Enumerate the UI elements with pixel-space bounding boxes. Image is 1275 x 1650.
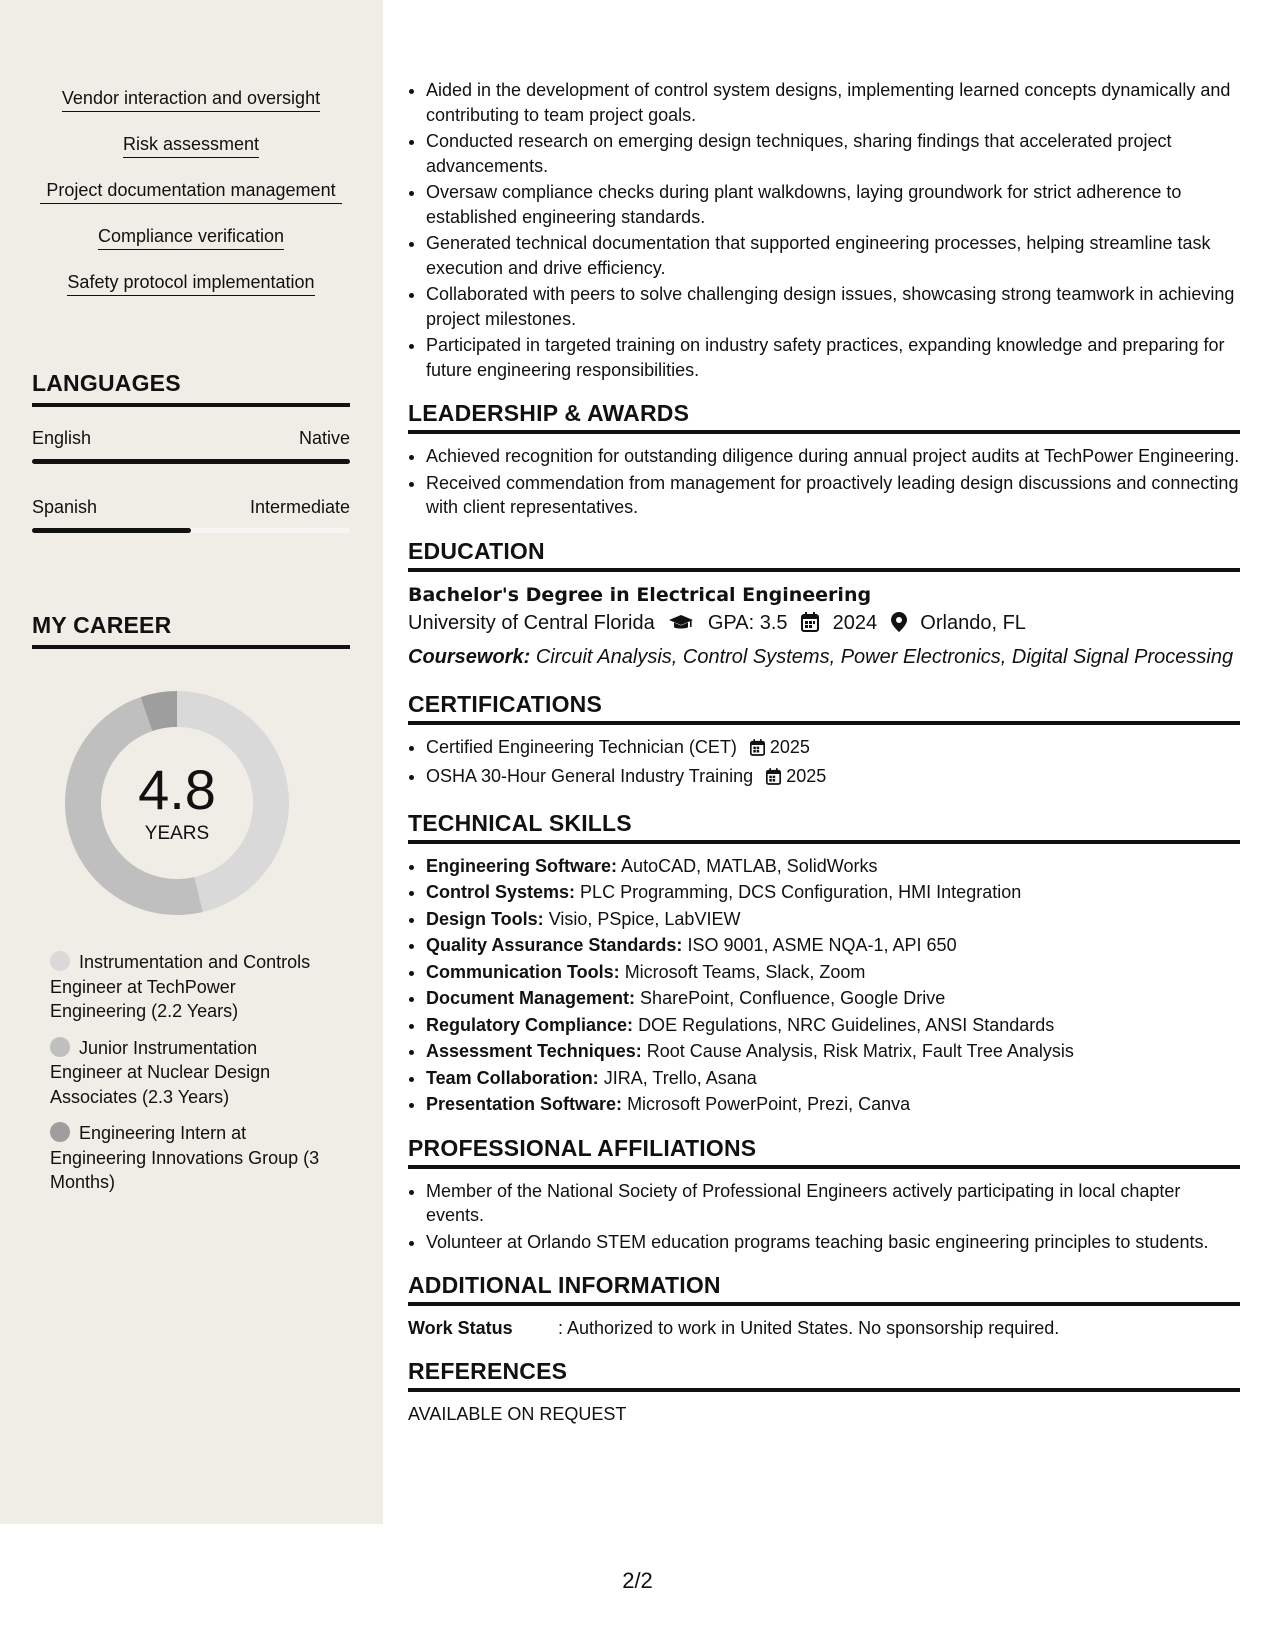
technical-skill-item: • Quality Assurance Standards: ISO 9001, ASME NQA-1, API 650 bbox=[426, 933, 1240, 958]
work-status bbox=[408, 1316, 1240, 1340]
legend-dot bbox=[50, 1037, 70, 1057]
certification-item: • Certified Engineering Technician (CET) 2025 bbox=[426, 735, 1240, 763]
technical-skill-item: • Assessment Techniques: Root Cause Analysis, Risk Matrix, Fault Tree Analysis bbox=[426, 1039, 1240, 1064]
main-content bbox=[408, 78, 1240, 1426]
graduation-cap-icon bbox=[668, 611, 694, 641]
skill-item: Vendor interaction and oversight bbox=[32, 86, 350, 112]
affiliations-list bbox=[408, 1179, 1240, 1255]
leadership-item: • Achieved recognition for outstanding diligence during annual project audits at TechPower Engineering. bbox=[426, 444, 1240, 469]
technical-skill-item: • Regulatory Compliance: DOE Regulations, NRC Guidelines, ANSI Standards bbox=[426, 1013, 1240, 1038]
experience-bullet: • Generated technical documentation that supported engineering processes, helping streamline task execution and drive efficiency. bbox=[426, 231, 1240, 280]
certification-item: • OSHA 30-Hour General Industry Training 2025 bbox=[426, 764, 1240, 792]
school-name: University of Central Florida bbox=[408, 611, 655, 634]
affiliation-item: • Member of the National Society of Professional Engineers actively participating in local chapter events. bbox=[426, 1179, 1240, 1228]
skill-item: Compliance verification bbox=[32, 224, 350, 250]
coursework-label: Coursework: bbox=[408, 645, 531, 668]
affiliations-heading: PROFESSIONAL AFFILIATIONS bbox=[408, 1135, 1240, 1169]
experience-bullet: • Aided in the development of control system designs, implementing learned concepts dynamically and contributing to team project goals. bbox=[426, 78, 1240, 127]
career-item: Instrumentation and Controls Engineer at TechPower Engineering (2.2 Years) bbox=[50, 952, 311, 1021]
language-proficiency-fill bbox=[32, 459, 350, 464]
skills-list bbox=[32, 86, 350, 316]
technical-skill-item: • Design Tools: Visio, PSpice, LabVIEW bbox=[426, 907, 1240, 932]
experience-bullet: • Participated in targeted training on industry safety practices, expanding knowledge and preparing for future engineering responsibilities. bbox=[426, 333, 1240, 382]
coursework bbox=[408, 641, 1240, 673]
career-total-unit: YEARS bbox=[144, 823, 210, 844]
language-name: Spanish bbox=[32, 497, 98, 517]
career-heading: MY CAREER bbox=[32, 612, 350, 649]
certifications-list bbox=[408, 735, 1240, 792]
experience-bullets bbox=[408, 78, 1240, 382]
language-spanish bbox=[32, 497, 350, 533]
language-proficiency-fill bbox=[32, 528, 191, 533]
technical-skill-item: • Communication Tools: Microsoft Teams, Slack, Zoom bbox=[426, 960, 1240, 985]
leadership-list bbox=[408, 444, 1240, 520]
leadership-heading: LEADERSHIP & AWARDS bbox=[408, 400, 1240, 434]
affiliation-item: • Volunteer at Orlando STEM education programs teaching basic engineering principles to students. bbox=[426, 1230, 1240, 1255]
certifications-heading: CERTIFICATIONS bbox=[408, 691, 1240, 725]
skill-item: Safety protocol implementation bbox=[32, 270, 350, 296]
calendar-icon bbox=[750, 738, 765, 763]
experience-bullet: • Collaborated with peers to solve challenging design issues, showcasing strong teamwork in achieving project milestones. bbox=[426, 282, 1240, 331]
language-name: English bbox=[32, 428, 92, 448]
page-number: 2/2 bbox=[622, 1568, 653, 1593]
references-heading: REFERENCES bbox=[408, 1358, 1240, 1392]
language-english bbox=[32, 428, 350, 464]
legend-dot bbox=[50, 1122, 70, 1142]
career-legend bbox=[50, 950, 330, 1207]
leadership-item: • Received commendation from management for proactively leading design discussions and connecting with client representatives. bbox=[426, 471, 1240, 520]
technical-skill-item: • Document Management: SharePoint, Confluence, Google Drive bbox=[426, 986, 1240, 1011]
coursework-list: Circuit Analysis, Control Systems, Power Electronics, Digital Signal Processing bbox=[535, 645, 1234, 668]
degree-title: Bachelor's Degree in Electrical Engineering bbox=[408, 583, 872, 606]
technical-skills-heading: TECHNICAL SKILLS bbox=[408, 810, 1240, 844]
career-total-years: 4.8 bbox=[138, 758, 216, 821]
work-status-label: Work Status bbox=[408, 1318, 513, 1338]
references-text: AVAILABLE ON REQUEST bbox=[408, 1404, 627, 1424]
sidebar bbox=[0, 0, 383, 1524]
language-proficiency-bar bbox=[32, 528, 350, 533]
graduation-year: 2024 bbox=[832, 611, 878, 634]
school-location: Orlando, FL bbox=[920, 611, 1026, 634]
experience-bullet: • Oversaw compliance checks during plant walkdowns, laying groundwork for strict adherence to established engineering standards. bbox=[426, 180, 1240, 229]
experience-bullet: • Conducted research on emerging design techniques, sharing findings that accelerated project advancements. bbox=[426, 129, 1240, 178]
legend-dot bbox=[50, 951, 70, 971]
technical-skill-item: • Team Collaboration: JIRA, Trello, Asana bbox=[426, 1066, 1240, 1091]
technical-skill-item: • Engineering Software: AutoCAD, MATLAB, SolidWorks bbox=[426, 854, 1240, 879]
calendar-icon bbox=[766, 767, 781, 792]
career-item: Junior Instrumentation Engineer at Nuclear Design Associates (2.3 Years) bbox=[50, 1037, 271, 1107]
skill-item: Project documentation management bbox=[32, 178, 350, 204]
education-details bbox=[408, 608, 1240, 641]
skill-item: Risk assessment bbox=[32, 132, 350, 158]
education-heading: EDUCATION bbox=[408, 538, 1240, 572]
calendar-icon bbox=[801, 611, 819, 641]
technical-skill-item: • Control Systems: PLC Programming, DCS Configuration, HMI Integration bbox=[426, 880, 1240, 905]
additional-info-heading: ADDITIONAL INFORMATION bbox=[408, 1272, 1240, 1306]
location-pin-icon bbox=[891, 611, 907, 641]
language-level: Intermediate bbox=[249, 497, 350, 517]
technical-skills-list bbox=[408, 854, 1240, 1117]
languages-heading: LANGUAGES bbox=[32, 370, 350, 407]
work-status-value: : Authorized to work in United States. No sponsorship required. bbox=[558, 1318, 1060, 1338]
language-proficiency-bar bbox=[32, 459, 350, 464]
career-item: Engineering Intern at Engineering Innovations Group (3 Months) bbox=[50, 1123, 320, 1192]
language-level: Native bbox=[298, 428, 350, 448]
technical-skill-item: • Presentation Software: Microsoft PowerPoint, Prezi, Canva bbox=[426, 1092, 1240, 1117]
gpa: GPA: 3.5 bbox=[707, 611, 788, 634]
